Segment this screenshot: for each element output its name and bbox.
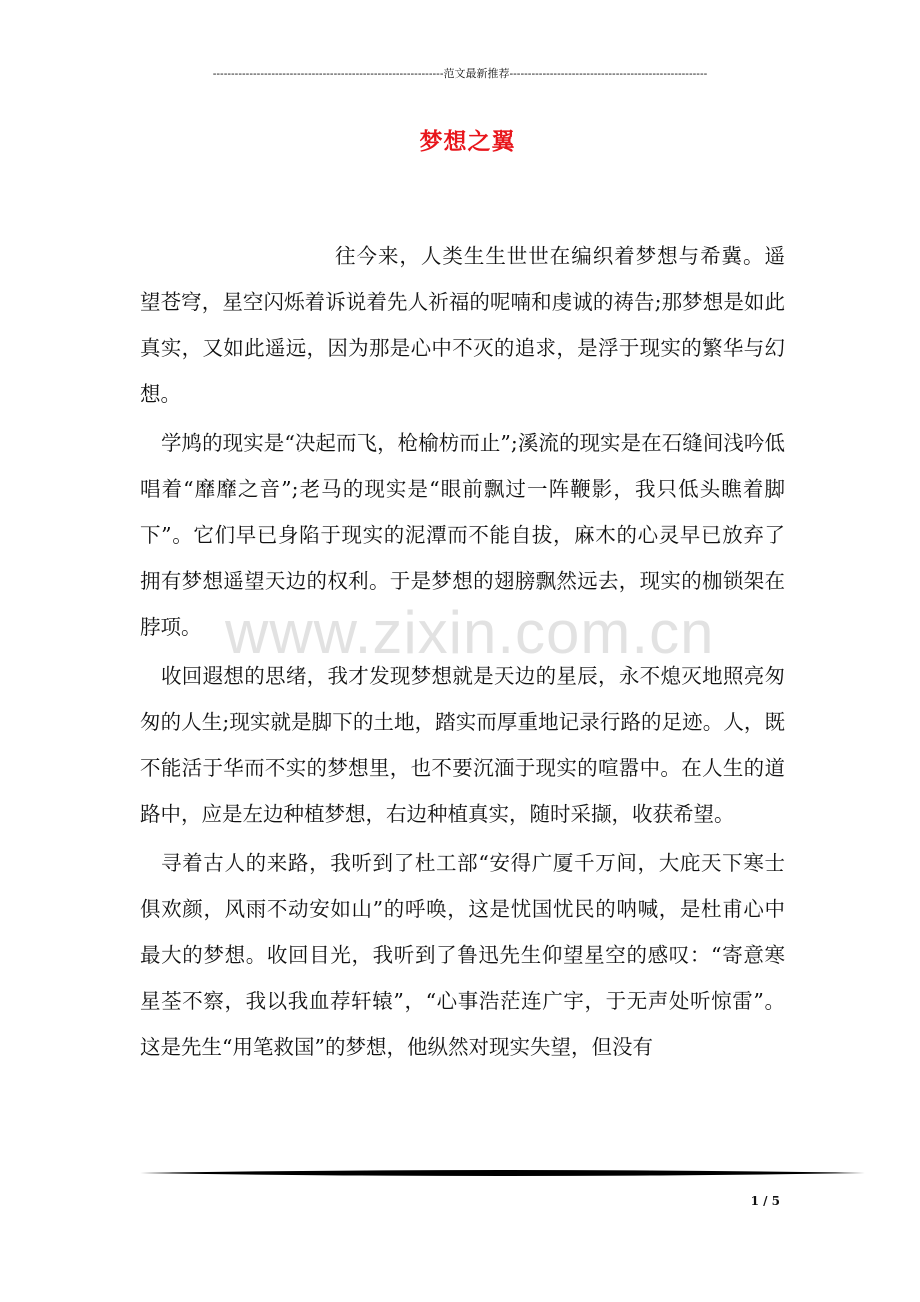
page-header-banner: ---------------------------------------------------------------范文最新推荐------------------------------------------------------	[212, 68, 708, 80]
document-title: 梦想之翼	[419, 128, 516, 155]
paragraph-2: 学鸠的现实是“决起而飞，枪榆枋而止”;溪流的现实是在石缝间浅吟低唱着“靡靡之音”;老马的现实是“眼前飘过一阵鞭影，我只低头瞧着脚下”。它们早已身陷于现实的泥潭而不能自拔，麻木的心灵早已放弃了拥有梦想遥望天边的权利。于是梦想的翅膀飘然远去，现实的枷锁架在脖项。	[140, 431, 785, 639]
paragraph-4: 寻着古人的来路，我听到了杜工部“安得广厦千万间，大庇天下寒士俱欢颜，风雨不动安如山”的呼唤，这是忧国忧民的呐喊，是杜甫心中最大的梦想。收回目光，我听到了鲁迅先生仰望星空的感叹：“寄意寒星荃不察，我以我血荐轩辕”，“心事浩茫连广宇，于无声处听惊雷”。这是先生“用笔救国”的梦想，他纵然对现实失望，但没有	[140, 851, 785, 1059]
page-number: 1 / 5	[750, 1194, 780, 1208]
document-body	[140, 233, 785, 1073]
paragraph-1: 往今来，人类生生世世在编织着梦想与希冀。遥望苍穹，星空闪烁着诉说着先人祈福的呢喃和虔诚的祷告;那梦想是如此真实，又如此遥远，因为那是心中不灭的追求，是浮于现实的繁华与幻想。	[140, 244, 785, 406]
paragraph-3: 收回遐想的思绪，我才发现梦想就是天边的星辰，永不熄灭地照亮匆匆的人生;现实就是脚下的土地，踏实而厚重地记录行路的足迹。人，既不能活于华而不实的梦想里，也不要沉湎于现实的喧嚣中。在人生的道路中，应是左边种植梦想，右边种植真实，随时采撷，收获希望。	[140, 664, 785, 826]
watermark: www.zixin.com.cn	[225, 599, 715, 666]
footer-rule	[140, 1168, 865, 1178]
